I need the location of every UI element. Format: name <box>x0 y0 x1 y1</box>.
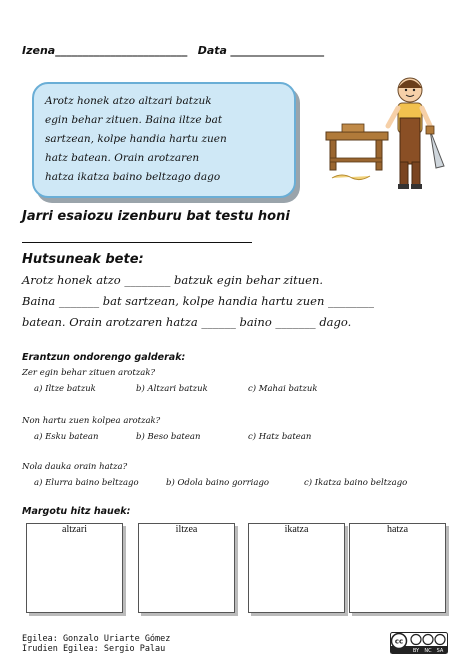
date-blank[interactable]: _________________ <box>230 44 324 57</box>
answer-option[interactable]: a) Elurra baino beltzago <box>34 478 139 488</box>
reading-line: hatza ikatza baino beltzago dago <box>45 171 221 183</box>
drawing-box-label: ikatza <box>284 524 309 535</box>
drawing-box-altzari[interactable] <box>26 523 123 613</box>
answer-option[interactable]: a) Esku batean <box>34 432 99 442</box>
carpenter-illustration <box>322 74 450 194</box>
name-label: Izena <box>22 44 56 57</box>
title-prompt: Jarri esaiozu izenburu bat testu honi <box>22 209 290 224</box>
drawing-box-label: altzari <box>62 524 87 535</box>
fill-heading: Hutsuneak bete: <box>22 252 144 267</box>
name-date-header <box>22 44 452 60</box>
answer-option[interactable]: b) Beso batean <box>136 432 201 442</box>
nc-label: NC <box>424 648 432 654</box>
answer-option[interactable]: c) Hatz batean <box>248 432 312 442</box>
illustrator-credit: Irudien Egilea: Sergio Palau <box>22 644 166 654</box>
fill-line[interactable]: Baina _______ bat sartzean, kolpe handia hartu zuen ________ <box>22 294 375 308</box>
by-label: BY <box>412 648 420 654</box>
answer-option[interactable]: b) Altzari batzuk <box>136 384 208 394</box>
credits <box>22 634 170 654</box>
question-text: Nola dauka orain hatza? <box>22 462 128 472</box>
cc-license-icon <box>390 632 448 654</box>
reading-line: Arotz honek atzo altzari batzuk <box>45 95 212 107</box>
drawing-box-hatza[interactable] <box>349 523 446 613</box>
date-label: Data <box>197 44 227 57</box>
question-text: Zer egin behar zituen arotzak? <box>22 368 156 378</box>
drawing-box-label: hatza <box>386 524 409 535</box>
reading-line: hatz batean. Orain arotzaren <box>45 152 200 164</box>
answer-option[interactable]: c) Mahai batzuk <box>248 384 318 394</box>
answer-option[interactable]: c) Ikatza baino beltzago <box>304 478 408 488</box>
draw-heading: Margotu hitz hauek: <box>22 506 131 517</box>
title-answer-line[interactable] <box>22 234 252 243</box>
reading-line: sartzean, kolpe handia hartu zuen <box>45 133 227 145</box>
author-credit: Egilea: Gonzalo Uriarte Gómez <box>22 634 171 644</box>
answer-option[interactable]: a) Iltze batzuk <box>34 384 96 394</box>
questions-heading: Erantzun ondorengo galderak: <box>22 352 186 363</box>
drawing-box-label: iltzea <box>175 524 198 535</box>
drawing-box-iltzea[interactable] <box>138 523 235 613</box>
reading-text <box>45 92 285 187</box>
question-text: Non hartu zuen kolpea arotzak? <box>22 416 161 426</box>
cc-glyph: cc <box>394 637 404 646</box>
drawing-box-ikatza[interactable] <box>248 523 345 613</box>
answer-option[interactable]: b) Odola baino gorriago <box>166 478 270 488</box>
fill-line[interactable]: batean. Orain arotzaren hatza ______ baino _______ dago. <box>22 315 352 329</box>
fill-line[interactable]: Arotz honek atzo ________ batzuk egin behar zituen. <box>22 273 324 287</box>
sa-label: SA <box>436 648 444 654</box>
name-blank[interactable]: ________________________ <box>55 44 188 57</box>
reading-line: egin behar zituen. Baina iltze bat <box>45 114 223 126</box>
